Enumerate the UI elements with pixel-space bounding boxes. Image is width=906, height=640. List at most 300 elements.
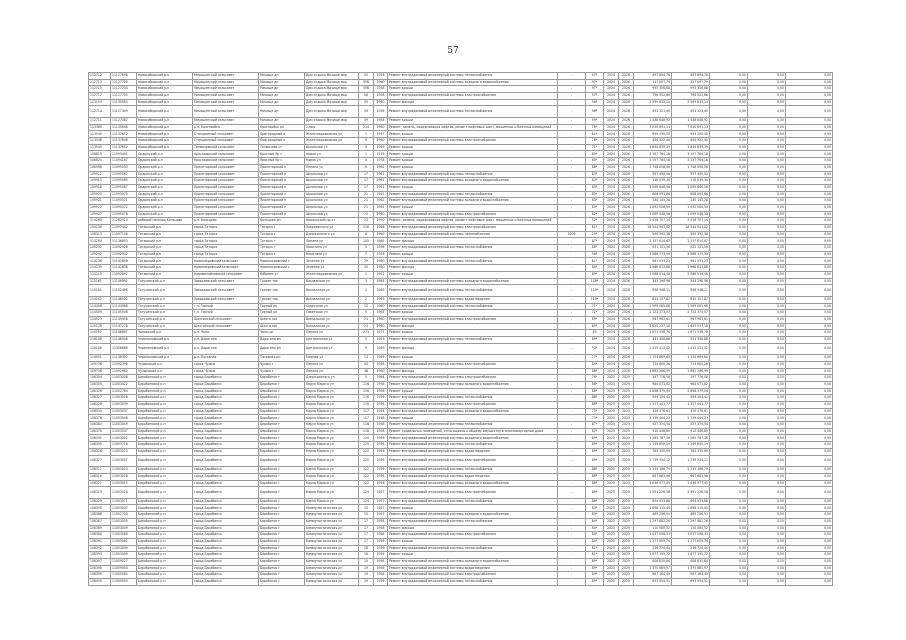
cell-federal-funds: 0,00 [710, 184, 748, 191]
cell-regional-fund: 567 963,61 [672, 316, 710, 323]
cell-plan-year-start: 2024 [604, 124, 619, 131]
cell-street: Коммунистическая ул [305, 512, 359, 519]
cell-total-cost: 608 093,86 [634, 191, 672, 198]
cell-house-code: 11127700 [111, 79, 137, 86]
cell-district: Новосибирский р-н [137, 79, 193, 86]
cell-total-cost: 320 376,61 [634, 408, 672, 415]
cell-regional-fund: 1 682 286,99 [672, 368, 710, 375]
cell-plan-year-end: 2026 [619, 265, 634, 272]
cell-federal-funds: 0,00 [710, 473, 748, 480]
cell-local-budget: 0,00 [748, 231, 786, 238]
cell-owners-funds: 0,00 [786, 124, 833, 131]
cell-plan-year-start: 2024 [604, 316, 619, 323]
cell-federal-funds: 0,00 [710, 381, 748, 388]
cell-federal-funds: 0,00 [710, 238, 748, 245]
cell-federal-funds: 0,00 [710, 323, 748, 330]
register-table-body [89, 73, 833, 586]
cell-federal-funds: 0,00 [710, 545, 748, 552]
cell-owners-funds: 0,00 [786, 164, 833, 171]
cell-settlement: Красный Яр с [259, 151, 305, 158]
cell-id: 108326 [89, 448, 111, 455]
cell-municipality: Пролетарский сельсовет [193, 191, 259, 198]
cell-last-repair-year: - [558, 164, 586, 171]
cell-work-type: Ремонт внутридомовой инженерной системы холодного водоснабжения [388, 278, 558, 285]
cell-wear: 89* [586, 442, 604, 449]
cell-build-year: 1961 [374, 198, 388, 205]
cell-district: Барабинский р-н [137, 415, 193, 422]
cell-total-cost: 7 010 691,13 [634, 124, 672, 131]
table-row [89, 435, 833, 442]
cell-municipality: город Барабинск [193, 428, 259, 435]
cell-build-year: 1958 [374, 93, 388, 100]
cell-local-budget: 0,00 [748, 138, 786, 145]
cell-id: 108331 [89, 435, 111, 442]
cell-work-type: Ремонт крыши [388, 505, 558, 512]
cell-house-number: 13 [359, 355, 374, 362]
cell-plan-year-end: 2026 [619, 158, 634, 165]
cell-house-number: 19 [359, 558, 374, 565]
cell-wear: 76* [586, 124, 604, 131]
cell-district: Татарский р-н [137, 271, 193, 278]
cell-plan-year-end: 2026 [619, 184, 634, 191]
cell-municipality: город Татарск [193, 245, 259, 252]
cell-house-number: 3 [359, 278, 374, 285]
cell-plan-year-start: 2024 [604, 285, 619, 297]
cell-id: 108392 [89, 545, 111, 552]
cell-house-code: 11095062 [111, 171, 137, 178]
cell-plan-year-start: 2024 [604, 184, 619, 191]
cell-regional-fund: 408 835,84 [672, 558, 710, 565]
cell-total-cost: 1 099 646,58 [634, 184, 672, 191]
cell-street: Дзержинского ул [305, 375, 359, 382]
cell-settlement: Барабинск г [259, 448, 305, 455]
cell-total-cost: 1 036 977,45 [634, 480, 672, 487]
cell-plan-year-end: 2025 [619, 442, 634, 449]
cell-build-year: 1956 [374, 455, 388, 467]
cell-house-number: 55б [359, 79, 374, 86]
cell-owners-funds: 0,00 [786, 532, 833, 539]
register-table [88, 72, 833, 586]
cell-federal-funds: 0,00 [710, 355, 748, 362]
cell-wear: 69* [586, 323, 604, 330]
cell-federal-funds: 0,00 [710, 99, 748, 106]
cell-plan-year-start: 2024 [604, 191, 619, 198]
cell-total-cost: 118 039,30 [634, 178, 672, 185]
cell-last-repair-year: - [558, 355, 586, 362]
cell-plan-year-start: 2025 [604, 375, 619, 382]
cell-owners-funds: 0,00 [786, 138, 833, 145]
cell-settlement: Пролетарский п [259, 198, 305, 205]
cell-house-code: 11092932 [111, 251, 137, 258]
cell-plan-year-start: 2025 [604, 480, 619, 487]
cell-regional-fund: 1 844 639,39 [672, 144, 710, 151]
cell-plan-year-start: 2024 [604, 99, 619, 106]
cell-total-cost: 984 071,82 [634, 381, 672, 388]
cell-regional-fund: 2 586 173,99 [672, 251, 710, 258]
cell-build-year: 1962 [374, 164, 388, 171]
cell-settlement: Барабинск г [259, 487, 305, 499]
cell-owners-funds: 0,00 [786, 158, 833, 165]
cell-id: 112713 [89, 79, 111, 86]
cell-house-number: 56 [359, 93, 374, 100]
cell-federal-funds: 0,00 [710, 245, 748, 252]
cell-last-repair-year: - [558, 442, 586, 449]
cell-build-year: 1975 [374, 330, 388, 337]
cell-last-repair-year: - [558, 79, 586, 86]
cell-district: Новосибирский р-н [137, 86, 193, 93]
table-row [89, 579, 833, 586]
cell-district: Барабинский р-н [137, 408, 193, 415]
cell-local-budget: 0,00 [748, 211, 786, 218]
cell-id: 108398 [89, 565, 111, 572]
table-row [89, 323, 833, 330]
cell-settlement: Дорогино рп [259, 336, 305, 343]
table-row [89, 316, 833, 323]
cell-local-budget: 0,00 [748, 144, 786, 151]
cell-plan-year-end: 2025 [619, 558, 634, 565]
cell-district: Ордынский р-н [137, 171, 193, 178]
cell-plan-year-start: 2025 [604, 565, 619, 572]
cell-street: Мирная ул [305, 355, 359, 362]
cell-district: Чулымский р-н [137, 368, 193, 375]
cell-regional-fund: 1 297 882,26 [672, 518, 710, 525]
cell-owners-funds: 0,00 [786, 285, 833, 297]
cell-regional-fund: 1 748 058,56 [672, 164, 710, 171]
cell-settlement: Пролетарский п [259, 178, 305, 185]
cell-district: Барабинский р-н [137, 435, 193, 442]
cell-last-repair-year: - [558, 310, 586, 317]
table-row [89, 448, 833, 455]
cell-plan-year-end: 2026 [619, 336, 634, 343]
cell-id: 108400 [89, 579, 111, 586]
cell-federal-funds: 0,00 [710, 303, 748, 310]
cell-last-repair-year: - [558, 512, 586, 519]
cell-plan-year-start: 2024 [604, 296, 619, 303]
cell-local-budget: 0,00 [748, 505, 786, 512]
cell-settlement: Мочище дп [259, 86, 305, 93]
cell-settlement: Татарск г [259, 251, 305, 258]
cell-regional-fund: 1 739 934,12 [672, 455, 710, 467]
cell-plan-year-start: 2025 [604, 408, 619, 415]
cell-plan-year-end: 2026 [619, 171, 634, 178]
cell-total-cost: 931 131,56 [634, 245, 672, 252]
cell-local-budget: 0,00 [748, 265, 786, 272]
cell-wear: 83* [586, 178, 604, 185]
cell-plan-year-start: 2025 [604, 402, 619, 409]
cell-id: 112714 [89, 106, 111, 118]
cell-plan-year-start: 2025 [604, 473, 619, 480]
cell-total-cost: 469 256,51 [634, 512, 672, 519]
table-row [89, 158, 833, 165]
cell-house-code: 11127705 [111, 93, 137, 100]
cell-plan-year-start: 2024 [604, 164, 619, 171]
cell-settlement: Татарск г [259, 225, 305, 232]
cell-municipality: город Татарск [193, 231, 259, 238]
cell-total-cost: 615 157,87 [634, 296, 672, 303]
cell-plan-year-end: 2026 [619, 211, 634, 218]
cell-federal-funds: 0,00 [710, 138, 748, 145]
cell-house-code: 11094167 [111, 158, 137, 165]
cell-owners-funds: 0,00 [786, 448, 833, 455]
cell-plan-year-end: 2026 [619, 191, 634, 198]
cell-total-cost: 2 723 373,07 [634, 310, 672, 317]
cell-plan-year-end: 2026 [619, 124, 634, 131]
cell-regional-fund: 197 776,58 [672, 375, 710, 382]
cell-street: Никитина ул [305, 251, 359, 258]
cell-house-code: 11097442 [111, 225, 137, 232]
cell-plan-year-end: 2025 [619, 565, 634, 572]
cell-wear: 71* [586, 144, 604, 151]
cell-district: Барабинский р-н [137, 505, 193, 512]
cell-street: Железнодорожная ул [305, 271, 359, 278]
cell-settlement: Татарск г [259, 238, 305, 245]
cell-house-number: 122 [359, 467, 374, 474]
cell-plan-year-end: 2026 [619, 231, 634, 238]
cell-plan-year-start: 2025 [604, 579, 619, 586]
table-row [89, 265, 833, 272]
cell-plan-year-start: 2025 [604, 415, 619, 422]
cell-work-type: Ремонт внутридомовой инженерной системы электроснабжения [388, 455, 558, 467]
cell-house-number: 3 [359, 158, 374, 165]
cell-id: 108312 [89, 467, 111, 474]
table-row [89, 442, 833, 449]
cell-municipality: город Барабинск [193, 442, 259, 449]
cell-municipality: город Барабинск [193, 518, 259, 525]
cell-work-type: Ремонт внутридомовой инженерной системы электроснабжения [388, 532, 558, 539]
cell-work-type: Ремонт крыши [388, 388, 558, 395]
cell-build-year: 1956 [374, 572, 388, 579]
cell-owners-funds: 0,00 [786, 86, 833, 93]
cell-plan-year-end: 2025 [619, 505, 634, 512]
cell-build-year: 1956 [374, 442, 388, 449]
cell-wear: 89* [586, 336, 604, 343]
cell-plan-year-start: 2024 [604, 158, 619, 165]
cell-house-code: 11095065 [111, 178, 137, 185]
cell-id: 108399 [89, 572, 111, 579]
cell-municipality: Мочищенский сельсовет [193, 99, 259, 106]
cell-street: Ленина ул [305, 368, 359, 375]
cell-street: Вокзальная ул [305, 285, 359, 297]
cell-district: Татарский р-н [137, 225, 193, 232]
cell-id: 105136 [89, 225, 111, 232]
cell-work-type: Ремонт крыши [388, 184, 558, 191]
cell-total-cost: 1 375 885,97 [634, 565, 672, 572]
cell-build-year: 1965 [374, 310, 388, 317]
cell-id: 109738 [89, 368, 111, 375]
cell-house-number: 5 [359, 336, 374, 343]
cell-plan-year-end: 2026 [619, 278, 634, 285]
cell-federal-funds: 0,00 [710, 455, 748, 467]
cell-house-number: 48 [359, 368, 374, 375]
cell-district: Барабинский р-н [137, 532, 193, 539]
cell-plan-year-end: 2025 [619, 473, 634, 480]
table-row [89, 138, 833, 145]
cell-regional-fund: 320 376,61 [672, 408, 710, 415]
cell-total-cost: 343 298,96 [634, 278, 672, 285]
table-row [89, 480, 833, 487]
cell-federal-funds: 0,00 [710, 518, 748, 525]
cell-house-number: 21 [359, 198, 374, 205]
cell-district: Черепановский р-н [137, 355, 193, 362]
cell-total-cost: 604 933,88 [634, 498, 672, 505]
cell-wear: 84* [586, 532, 604, 539]
cell-id: 114239 [89, 265, 111, 272]
cell-house-number: 1 [359, 131, 374, 138]
cell-federal-funds: 0,00 [710, 558, 748, 565]
cell-street: Коммунистическая ул [305, 558, 359, 565]
cell-plan-year-end: 2025 [619, 512, 634, 519]
cell-id: 108305 [89, 381, 111, 388]
cell-last-repair-year: - [558, 487, 586, 499]
cell-settlement: Барабинск г [259, 565, 305, 572]
cell-house-number: 273 [359, 330, 374, 337]
cell-settlement: Кабинет ст [259, 271, 305, 278]
cell-settlement: Барабинск г [259, 408, 305, 415]
cell-street: Коммунистическая ул [305, 579, 359, 586]
cell-regional-fund: 2 418 707,14 [672, 218, 710, 225]
cell-house-code: 11009043 [111, 565, 137, 572]
cell-municipality: Мочищенский сельсовет [193, 118, 259, 125]
cell-total-cost: 110 080,52 [634, 525, 672, 532]
cell-owners-funds: 0,00 [786, 498, 833, 505]
table-row [89, 93, 833, 100]
cell-municipality: город Татарск [193, 251, 259, 258]
cell-owners-funds: 0,00 [786, 415, 833, 422]
cell-total-cost: 197 776,58 [634, 375, 672, 382]
cell-house-code: 11145008 [111, 310, 137, 317]
cell-last-repair-year: - [558, 198, 586, 205]
cell-plan-year-start: 2024 [604, 171, 619, 178]
cell-street: Центральная ул [305, 336, 359, 343]
cell-wear: 99* [586, 118, 604, 125]
cell-plan-year-start: 2024 [604, 86, 619, 93]
cell-id: 113540 [89, 131, 111, 138]
cell-federal-funds: 0,00 [710, 525, 748, 532]
cell-municipality: Новопокровский сельсовет [193, 258, 259, 265]
cell-owners-funds: 0,00 [786, 487, 833, 499]
cell-house-number: 17 [359, 171, 374, 178]
cell-district: Новосибирский р-н [137, 99, 193, 106]
cell-street: Вокзальная ул [305, 278, 359, 285]
cell-local-budget: 0,00 [748, 361, 786, 368]
cell-federal-funds: 0,00 [710, 79, 748, 86]
cell-id: 114238 [89, 258, 111, 265]
cell-last-repair-year: - [558, 408, 586, 415]
cell-work-type: Ремонт крыши [388, 538, 558, 545]
cell-id: 109922 [89, 204, 111, 211]
cell-last-repair-year: - [558, 245, 586, 252]
cell-regional-fund: 724 600,26 [672, 361, 710, 368]
cell-last-repair-year: - [558, 538, 586, 545]
cell-wear: 80* [586, 151, 604, 158]
cell-district: Барабинский р-н [137, 552, 193, 559]
cell-work-type: Ремонт внутридомовой инженерной системы теплоснабжения [388, 245, 558, 252]
table-row [89, 225, 833, 232]
cell-local-budget: 0,00 [748, 271, 786, 278]
cell-local-budget: 0,00 [748, 343, 786, 355]
cell-wear: 98* [586, 251, 604, 258]
cell-district: Татарский р-н [137, 245, 193, 252]
cell-house-number: 120 [359, 448, 374, 455]
cell-work-type: Ремонт внутридомовой инженерной системы водоотведения [388, 296, 558, 303]
table-row [89, 473, 833, 480]
cell-last-repair-year: - [558, 204, 586, 211]
cell-district: Тогучинский р-н [137, 278, 193, 285]
cell-settlement: Пролетарский п [259, 184, 305, 191]
cell-plan-year-end: 2026 [619, 178, 634, 185]
cell-federal-funds: 0,00 [710, 565, 748, 572]
cell-local-budget: 0,00 [748, 316, 786, 323]
cell-id: 115162 [89, 330, 111, 337]
cell-federal-funds: 0,00 [710, 448, 748, 455]
cell-municipality: город Барабинск [193, 455, 259, 467]
cell-last-repair-year: - [558, 368, 586, 375]
cell-street: Карла Маркса ул [305, 395, 359, 402]
cell-last-repair-year: - [558, 532, 586, 539]
cell-work-type: Ремонт внутридомовой инженерной системы электроснабжения [388, 316, 558, 323]
cell-total-cost: 581 033,23 [634, 258, 672, 265]
cell-house-code: 11003049 [111, 525, 137, 532]
cell-plan-year-start: 2024 [604, 278, 619, 285]
cell-id: 108376 [89, 415, 111, 422]
cell-wear: 88* [586, 467, 604, 474]
cell-plan-year-start: 2024 [604, 330, 619, 337]
cell-street: Коммунистическая ул [305, 565, 359, 572]
cell-house-number: 17 [359, 538, 374, 545]
cell-house-number: 55 [359, 73, 374, 80]
cell-id: 108326 [89, 388, 111, 395]
cell-federal-funds: 0,00 [710, 428, 748, 435]
cell-plan-year-start: 2024 [604, 258, 619, 265]
cell-owners-funds: 0,00 [786, 131, 833, 138]
cell-federal-funds: 0,00 [710, 265, 748, 272]
cell-house-number: 17 [359, 532, 374, 539]
cell-build-year: 1958 [374, 422, 388, 429]
cell-district: Татарский р-н [137, 258, 193, 265]
cell-street: Дом отдыха Мочище мкр [305, 93, 359, 100]
cell-wear: 89* [586, 448, 604, 455]
cell-total-cost: 1 149 650,19 [634, 442, 672, 449]
cell-municipality: Красноярский сельсовет [193, 151, 259, 158]
cell-municipality: р.п. Дорогино [193, 343, 259, 355]
cell-total-cost: 967 164,49 [634, 572, 672, 579]
cell-settlement: Барабинск г [259, 435, 305, 442]
cell-build-year: 1957 [374, 487, 388, 499]
cell-build-year: 1956 [374, 545, 388, 552]
cell-house-number: 15 [359, 505, 374, 512]
cell-build-year: 1956 [374, 388, 388, 395]
cell-federal-funds: 0,00 [710, 225, 748, 232]
cell-regional-fund: 1 438 648,92 [672, 118, 710, 125]
cell-owners-funds: 0,00 [786, 355, 833, 362]
cell-plan-year-start: 2024 [604, 265, 619, 272]
cell-owners-funds: 0,00 [786, 572, 833, 579]
cell-work-type: Ремонт внутридомовой инженерной системы теплоснабжения [388, 258, 558, 265]
cell-owners-funds: 0,00 [786, 505, 833, 512]
cell-regional-fund: 117 097,79 [672, 79, 710, 86]
cell-owners-funds: 0,00 [786, 435, 833, 442]
cell-regional-fund: 3 157 764,18 [672, 151, 710, 158]
cell-total-cost: 1 625 237,18 [634, 323, 672, 330]
cell-house-number: 17 [359, 178, 374, 185]
cell-house-number: 117 [359, 415, 374, 422]
cell-plan-year-start: 2025 [604, 487, 619, 499]
cell-settlement: Кольцово рп [259, 218, 305, 225]
cell-build-year: 1960 [374, 316, 388, 323]
cell-district: Новосибирский р-н [137, 131, 193, 138]
cell-street: Центральная ул [305, 343, 359, 355]
cell-plan-year-end: 2026 [619, 310, 634, 317]
